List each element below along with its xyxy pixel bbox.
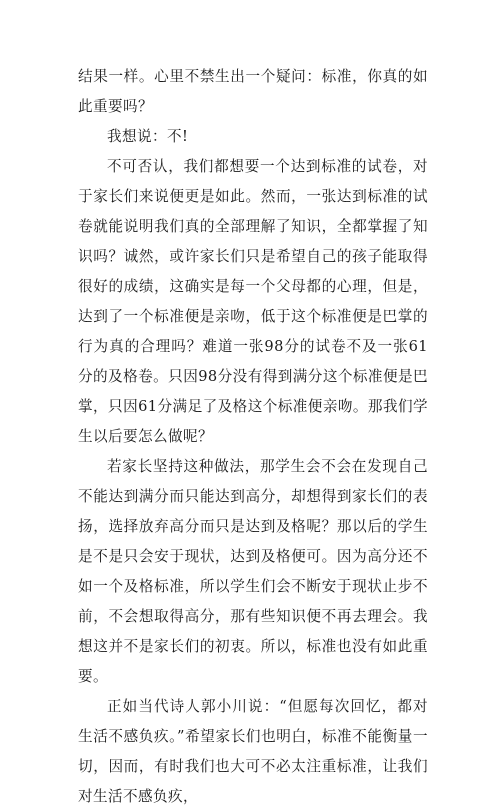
paragraph-3: 不可否认，我们都想要一个达到标准的试卷，对于家长们来说便更是如此。然而，一张达到标准的试卷就能说明我们真的全部理解了知识，全都掌握了知识吗？诚然，或许家长们只是希望自己的孩子能取得很好的成绩，这确实是每一个父母都的心理，但是，达到了一个标准便是亲吻，低于这个标准便是巴掌的行为真的合理吗？难道一张98分的试卷不及一张61分的及格卷。只因98分没有得到满分这个标准便是巴掌，只因61分满足了及格这个标准便亲吻。那我们学生以后要怎么做呢？	[78, 158, 428, 445]
paragraph-4: 若家长坚持这种做法，那学生会不会在发现自己不能达到满分而只能达到高分，却想得到家长们的表扬，选择放弃高分而只是达到及格呢？那以后的学生是不是只会安于现状，达到及格便可。因为高分还不如一个及格标准，所以学生们会不断安于现状止步不前，不会想取得高分，那有些知识便不再去理会。我想这并不是家长们的初衷。所以，标准也没有如此重要。	[78, 458, 428, 685]
paragraph-5: 正如当代诗人郭小川说：“但愿每次回忆，都对生活不感负疚。”希望家长们也明白，标准不能衡量一切，因而，有时我们也大可不必太注重标准，让我们对生活不感负疚，	[78, 698, 428, 805]
paragraph-2: 我想说：不!	[107, 128, 189, 145]
paragraph-1: 结果一样。心里不禁生出一个疑问：标准，你真的如此重要吗？	[78, 68, 428, 115]
document-body	[78, 62, 428, 812]
